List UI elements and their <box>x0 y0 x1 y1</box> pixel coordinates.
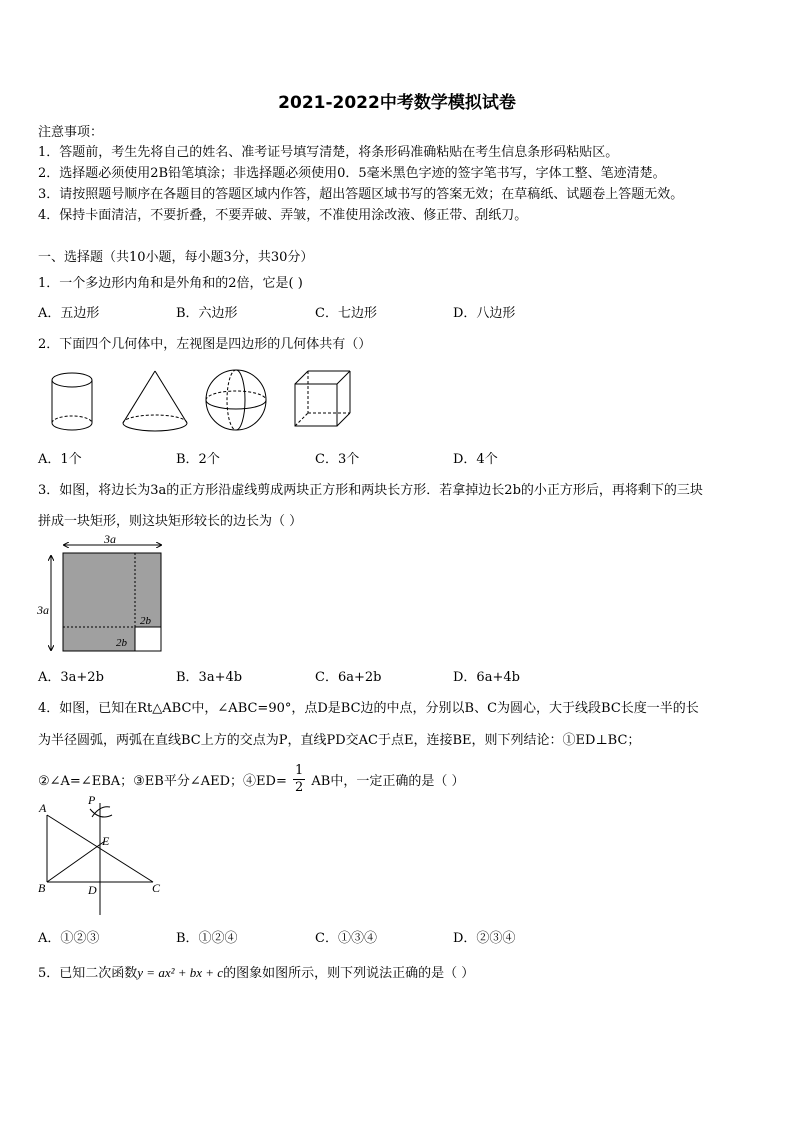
q5-stem-end: 的图象如图所示，则下列说法正确的是（ ） <box>223 966 475 981</box>
point-a-label: A <box>39 801 47 815</box>
question-5-stem <box>38 962 474 981</box>
q1-option-c: C．七边形 <box>315 306 377 321</box>
question-3-stem-line-1: 3．如图，将边长为3a的正方形沿虚线剪成两块正方形和两块长方形．若拿掉边长2b的小正方形后，再将剩下的三块 <box>38 483 703 498</box>
question-2-stem: 2．下面四个几何体中，左视图是四边形的几何体共有（） <box>38 337 372 352</box>
left-label: 3a <box>37 603 49 617</box>
question-3-stem-line-2: 拼成一块矩形，则这块矩形较长的边长为（ ） <box>38 514 303 529</box>
q4-triangle-figure <box>36 793 176 918</box>
point-c-label: C <box>152 881 161 895</box>
q2-solids-figure <box>40 368 370 436</box>
q4-option-d: D．②③④ <box>453 931 516 946</box>
fraction-numerator: 1 <box>295 763 304 778</box>
small-square <box>135 627 161 651</box>
q2-option-c: C．3个 <box>315 452 360 467</box>
page-title: 2021-2022中考数学模拟试卷 <box>278 93 516 113</box>
question-4-stem-line-1: 4．如图，已知在Rt△ABC中，∠ABC=90°，点D是BC边的中点，分别以B、C为圆心，大于线段BC长度一半的长 <box>38 701 699 716</box>
inner-label: 2b <box>140 615 151 627</box>
fraction-denominator: 2 <box>295 780 304 795</box>
q1-option-b: B．六边形 <box>176 306 238 321</box>
section-heading: 一、选择题（共10小题，每小题3分，共30分） <box>38 250 314 265</box>
notice-heading: 注意事项： <box>38 125 104 140</box>
top-label: 3a <box>104 532 116 546</box>
notice-item: 4．保持卡面清洁，不要折叠，不要弄破、弄皱，不准使用涂改液、修正带、刮纸刀。 <box>38 208 528 223</box>
q4-conclusions: ②∠A=∠EBA；③EB平分∠AED；④ED= <box>38 774 287 789</box>
point-b-label: B <box>38 881 46 895</box>
q1-option-a: A．五边形 <box>38 306 100 321</box>
notice-item: 1．答题前，考生先将自己的姓名、准考证号填写清楚，将条形码准确粘贴在考生信息条形码粘贴区。 <box>38 145 619 160</box>
point-d-label: D <box>88 883 97 897</box>
q5-formula: y = ax² + bx + c <box>137 965 224 980</box>
q3-square-figure <box>36 532 176 657</box>
point-p-label: P <box>88 793 96 807</box>
question-1-stem: 1．一个多边形内角和是外角和的2倍，它是( ) <box>38 276 303 291</box>
q4-option-b: B．①②④ <box>176 931 238 946</box>
question-4-stem-line-2: 为半径圆弧，两弧在直线BC上方的交点为P，直线PD交AC于点E，连接BE，则下列结论：①ED⊥BC； <box>38 733 641 748</box>
q4-stem-end: AB中，一定正确的是（ ） <box>311 774 465 789</box>
q1-option-d: D．八边形 <box>453 306 516 321</box>
notice-item: 2．选择题必须使用2B铅笔填涂；非选择题必须使用0．5毫米黑色字迹的签字笔书写，字体工整、笔迹清楚。 <box>38 166 666 181</box>
q3-option-d: D．6a+4b <box>453 670 520 685</box>
cylinder-figure <box>52 373 92 430</box>
sphere-figure <box>206 370 266 430</box>
q4-option-c: C．①③④ <box>315 931 377 946</box>
q3-option-b: B．3a+4b <box>176 670 243 685</box>
fraction <box>293 763 305 796</box>
notice-item: 3．请按照题号顺序在各题目的答题区域内作答，超出答题区域书写的答案无效；在草稿纸、试题卷上答题无效。 <box>38 187 684 202</box>
q5-stem-start: 5．已知二次函数 <box>38 966 138 981</box>
q2-option-b: B．2个 <box>176 452 220 467</box>
cone-figure <box>123 371 187 431</box>
q3-option-c: C．6a+2b <box>315 670 382 685</box>
q4-option-a: A．①②③ <box>38 931 100 946</box>
q2-option-a: A．1个 <box>38 452 82 467</box>
q3-option-a: A．3a+2b <box>38 670 104 685</box>
point-e-label: E <box>102 834 110 848</box>
q2-option-d: D．4个 <box>453 452 498 467</box>
inner-label: 2b <box>116 637 127 649</box>
cube-figure <box>295 371 350 426</box>
